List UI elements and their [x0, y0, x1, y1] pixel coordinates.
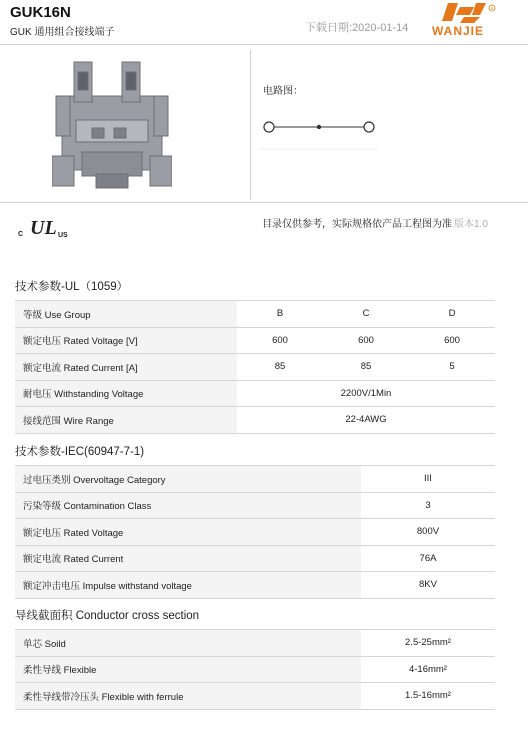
- table-row: [15, 519, 495, 546]
- iec-section-title: 技术参数-IEC(60947-7-1): [15, 446, 145, 458]
- row-label: 额定电压 Rated Voltage [V]: [15, 327, 237, 354]
- row-value: 2.5-25mm²: [361, 630, 495, 657]
- circuit-diagram: [258, 112, 384, 152]
- row-value: 4-16mm²: [361, 656, 495, 683]
- row-value: 600: [409, 327, 495, 354]
- row-value: B: [237, 301, 323, 328]
- row-value: 5: [409, 354, 495, 381]
- row-value: 2200V/1Min: [237, 380, 495, 407]
- terminal-block-image: [52, 56, 172, 190]
- row-value: 8KV: [361, 572, 495, 599]
- table-row: [15, 630, 495, 657]
- page-subtitle: GUK 通用组合接线端子: [10, 27, 115, 38]
- row-value: 600: [323, 327, 409, 354]
- notice-text: 目录仅供参考，实际规格依产品工程图为准: [262, 219, 452, 230]
- table-row: [15, 466, 495, 493]
- page-title: GUK16N: [10, 4, 71, 21]
- row-label: 等级 Use Group: [15, 301, 237, 328]
- image-divider: [250, 50, 251, 200]
- certification-divider: [0, 202, 528, 203]
- conductor-section-title: 导线截面积 Conductor cross section: [15, 610, 200, 622]
- row-label: 额定冲击电压 Impulse withstand voltage: [15, 572, 361, 599]
- table-row: [15, 492, 495, 519]
- row-value: 800V: [361, 519, 495, 546]
- row-value: 76A: [361, 545, 495, 572]
- ul-certification-icon: [16, 206, 76, 240]
- svg-text:US: US: [58, 232, 68, 239]
- notice-version: 版本1.0: [454, 219, 488, 230]
- row-label: 过电压类别 Overvoltage Category: [15, 466, 361, 493]
- table-row: [15, 683, 495, 710]
- row-value: C: [323, 301, 409, 328]
- download-date-label: 下载日期:: [305, 22, 353, 34]
- table-row: [15, 301, 495, 328]
- catalog-notice: [262, 215, 488, 230]
- iec-spec-table: [15, 465, 495, 599]
- row-label: 额定电压 Rated Voltage: [15, 519, 361, 546]
- download-date: [305, 19, 408, 35]
- row-value: 1.5-16mm²: [361, 683, 495, 710]
- header-divider: [0, 44, 528, 45]
- row-label: 柔性导线 Flexible: [15, 656, 361, 683]
- ul-section-title: 技术参数-UL（1059）: [15, 281, 129, 293]
- row-label: 柔性导线带冷压头 Flexible with ferrule: [15, 683, 361, 710]
- conductor-spec-table: [15, 629, 495, 710]
- row-label: 接线范围 Wire Range: [15, 407, 237, 434]
- table-row: [15, 354, 495, 381]
- logo-text: WANJIE: [432, 24, 485, 38]
- row-label: 额定电流 Rated Current: [15, 545, 361, 572]
- svg-text:UL: UL: [30, 217, 57, 239]
- row-label: 单芯 Soild: [15, 630, 361, 657]
- table-row: [15, 656, 495, 683]
- row-label: 额定电流 Rated Current [A]: [15, 354, 237, 381]
- table-row: [15, 380, 495, 407]
- table-row: [15, 327, 495, 354]
- ul-spec-table: [15, 300, 495, 434]
- row-value: 85: [323, 354, 409, 381]
- row-value: 3: [361, 492, 495, 519]
- row-value: 22-4AWG: [237, 407, 495, 434]
- row-value: D: [409, 301, 495, 328]
- svg-text:C: C: [18, 231, 24, 238]
- row-value: III: [361, 466, 495, 493]
- table-row: [15, 545, 495, 572]
- row-value: 85: [237, 354, 323, 381]
- row-label: 污染等级 Contamination Class: [15, 492, 361, 519]
- circuit-diagram-label: 电路图：: [263, 86, 303, 97]
- download-date-value: 2020-01-14: [352, 22, 409, 34]
- svg-text:R: R: [490, 6, 494, 11]
- row-label: 耐电压 Withstanding Voltage: [15, 380, 237, 407]
- row-value: 600: [237, 327, 323, 354]
- table-row: [15, 407, 495, 434]
- table-row: [15, 572, 495, 599]
